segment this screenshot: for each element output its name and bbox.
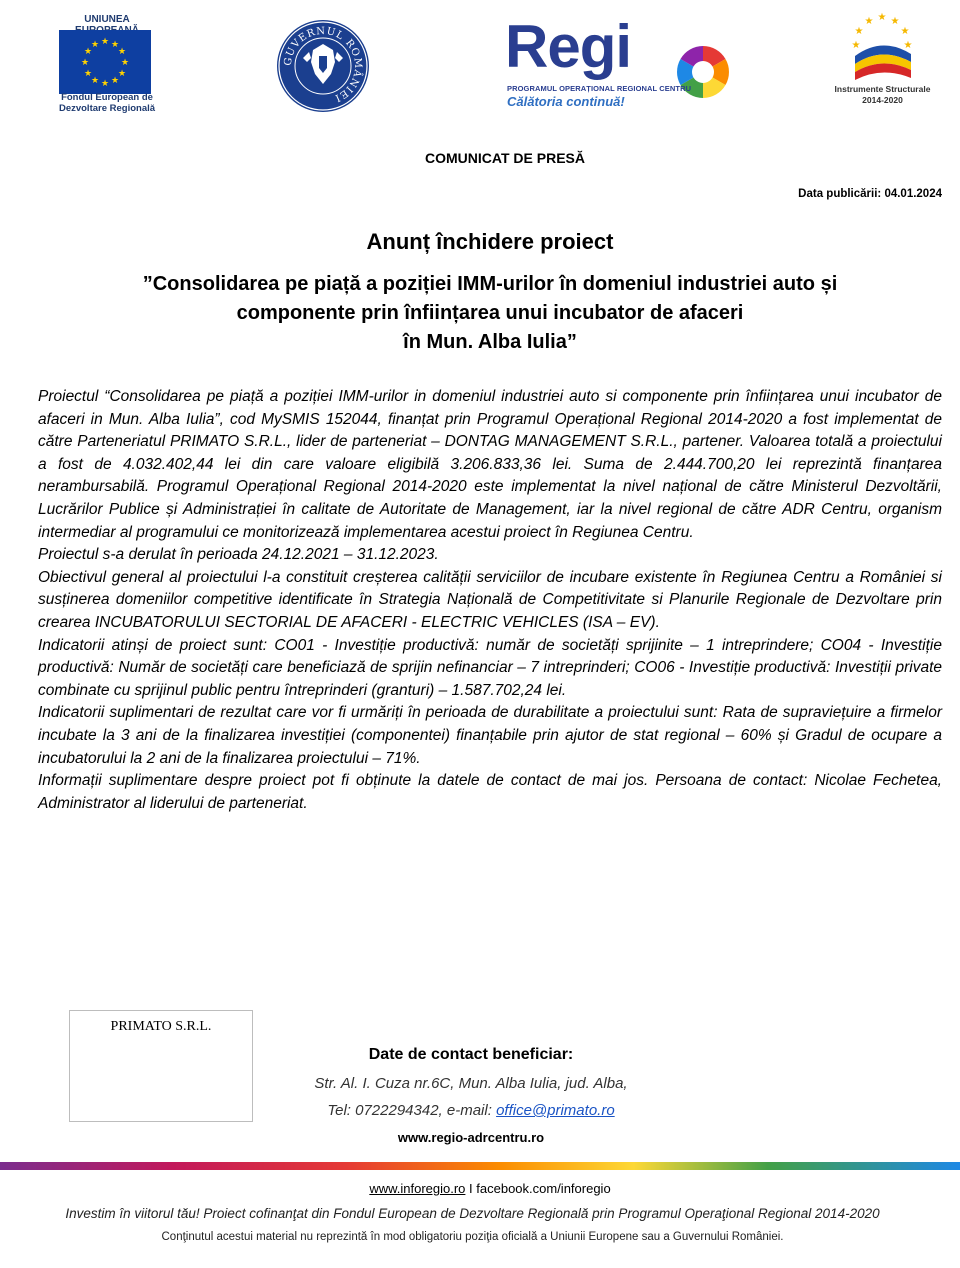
svg-text:★: ★ (851, 40, 861, 51)
contact-website: www.regio-adrcentru.ro (397, 1130, 545, 1145)
paragraph-project-description: Proiectul “Consolidarea pe piață a poziției IMM-urilor in domeniul industriei auto si componente prin înființarea unui incubator de afaceri in Mun. Alba Iulia”, cod MySMIS 152044, finanțat prin Programul Operațional Regional 2014-2020 a fost implementat de către Parteneriatul PRIMATO S.R.L., lider de parteneriat – DONTAG MANAGEMENT S.R.L., partener. Valoarea totală a proiectului a fost de 4.032.402,44 lei din care valoare eligibilă 3.206.833,36 lei. Suma de 2.444.700,20 lei reprezintă finanțarea nerambursabilă. Programul Operațional Regional 2014-2020 este implementat la nivel național de către Ministerul Dezvoltării, Lucrărilor Publice și Administrației în calitate de Autoritate de Management, iar la nivel regional de către ADR Centru, organism intermediar al programului ce monitorizează implementarea acestui proiect în Regiunea Centru. (38, 388, 942, 541)
svg-text:★: ★ (100, 37, 110, 47)
structural-instruments-icon (825, 8, 940, 84)
inforegio-link[interactable]: www.inforegio.ro (369, 1181, 466, 1196)
svg-text:★: ★ (110, 40, 120, 50)
svg-text:★: ★ (90, 76, 100, 86)
project-title (40, 270, 940, 357)
facebook-link[interactable]: facebook.com/inforegio (476, 1181, 611, 1196)
svg-text:★: ★ (854, 26, 864, 37)
contact-heading: Date de contact beneficiar: (368, 1046, 574, 1063)
eu-caption-line1: Fondul European de (61, 92, 153, 103)
regio-tagline: Călătoria continuă! (507, 94, 625, 109)
eu-logo-title: UNIUNEA (84, 14, 130, 25)
contact-phone: Tel: 0722294342, e-mail: (327, 1102, 497, 1119)
footer-link-separator: I (465, 1181, 477, 1196)
footer-links (0, 1181, 960, 1196)
regio-color-wheel-icon (673, 42, 733, 102)
eu-logo-caption (52, 92, 162, 114)
press-release-heading: COMUNICAT DE PRESĂ (425, 150, 585, 166)
paragraph-general-objective: Obiectivul general al proiectului l-a constituit creșterea calității serviciilor de incubare existente în Regiunea Centru a României si susținerea domeniilor competitive identificate în Strategia Națională de Competitivitate si Planurile Regionale de Dezvoltare prin crearea INCUBATORULUI SECTORIAL DE AFACERI - ELECTRIC VEHICLES (ISA – EV). (38, 568, 942, 631)
government-seal-logo (275, 18, 371, 114)
structural-instruments-logo (825, 8, 945, 118)
press-release-body (38, 386, 942, 815)
publication-date: Data publicării: 04.01.2024 (798, 188, 942, 200)
regio-wordmark: Regi (505, 13, 632, 80)
structural-instruments-caption (825, 84, 940, 106)
gov-seal-text: GUVERNUL ROMÂNIEI (282, 25, 364, 104)
footer-color-stripe (0, 1162, 960, 1170)
eu-stars-icon (59, 30, 151, 94)
is-caption-line2: 2014-2020 (862, 95, 903, 105)
svg-text:★: ★ (100, 79, 110, 89)
footer-disclaimer: Conţinutul acestui material nu reprezintă în mod obligatoriu poziţia oficială a Uniunii Europene sau a Guvernului României. (161, 1231, 784, 1243)
svg-text:★: ★ (83, 69, 93, 79)
svg-text:★: ★ (90, 40, 100, 50)
paragraph-indicators: Indicatorii atinși de proiect sunt: CO01 - Investiție productivă: număr de societăți sprijinite – 1 intreprindere; CO04 - Investiție productivă: Număr de societăți care beneficiază de sprijin nefinanciar – 7 intreprinderi; CO06 - Investiție productivă: Investiții private combinate cu sprijinul public pentru întreprinderi (granturi) – 1.587.702,24 lei. (38, 636, 942, 699)
project-title-line1: ”Consolidarea pe piață a poziției IMM-urilor în domeniul industriei auto și (142, 273, 838, 295)
svg-text:★: ★ (890, 16, 900, 27)
regio-logo (505, 13, 740, 116)
eu-flag-icon (59, 30, 151, 94)
eu-logo (52, 12, 162, 122)
contact-email-link[interactable]: office@primato.ro (496, 1102, 615, 1119)
svg-text:★: ★ (864, 16, 874, 27)
svg-text:★: ★ (110, 76, 120, 86)
footer-cofinancing-note: Investim în viitorul tău! Proiect cofinanţat din Fondul European de Dezvoltare Regională prin Programul Operaţional Regional 2014-2020 (65, 1206, 880, 1221)
announcement-title: Anunț închidere proiect (366, 229, 614, 254)
paragraph-project-period: Proiectul s-a derulat în perioada 24.12.2021 – 31.12.2023. (38, 546, 439, 564)
contact-phone-email (240, 1102, 702, 1119)
eu-caption-line2: Dezvoltare Regională (58, 103, 156, 114)
svg-text:★: ★ (900, 26, 910, 37)
svg-text:★: ★ (117, 47, 127, 57)
svg-text:★: ★ (120, 58, 130, 68)
svg-text:★: ★ (877, 12, 887, 23)
svg-text:★: ★ (83, 47, 93, 57)
paragraph-additional-indicators: Indicatorii suplimentari de rezultat care vor fi urmăriți în perioada de durabilitate a proiectului sunt: Rata de supraviețuire a firmelor incubate la 3 ani de la finalizarea investiției (componentei) finanțabile prin ajutor de stat regional – 60% și Gradul de ocupare a incubatorului la 2 ani de la finalizarea proiectului – 71%. (38, 704, 942, 767)
project-title-line3: în Mun. Alba Iulia” (403, 331, 577, 353)
beneficiary-logo-box (69, 1010, 253, 1122)
beneficiary-name: PRIMATO S.R.L. (110, 1019, 212, 1034)
contact-address: Str. Al. I. Cuza nr.6C, Mun. Alba Iulia, jud. Alba, (314, 1075, 628, 1092)
regio-program-name: PROGRAMUL OPERAȚIONAL REGIONAL CENTRU (507, 84, 692, 93)
svg-text:★: ★ (80, 58, 90, 68)
project-title-line2: componente prin înființarea unui incubator de afaceri (236, 302, 744, 324)
svg-text:★: ★ (117, 69, 127, 79)
paragraph-contact-info: Informații suplimentare despre proiect pot fi obținute la datele de contact de mai jos. Persoana de contact: Nicolae Fechetea, Administrator al liderului de parteneriat. (38, 772, 942, 812)
svg-text:★: ★ (903, 40, 913, 51)
is-caption-line1: Instrumente Structurale (834, 84, 931, 94)
